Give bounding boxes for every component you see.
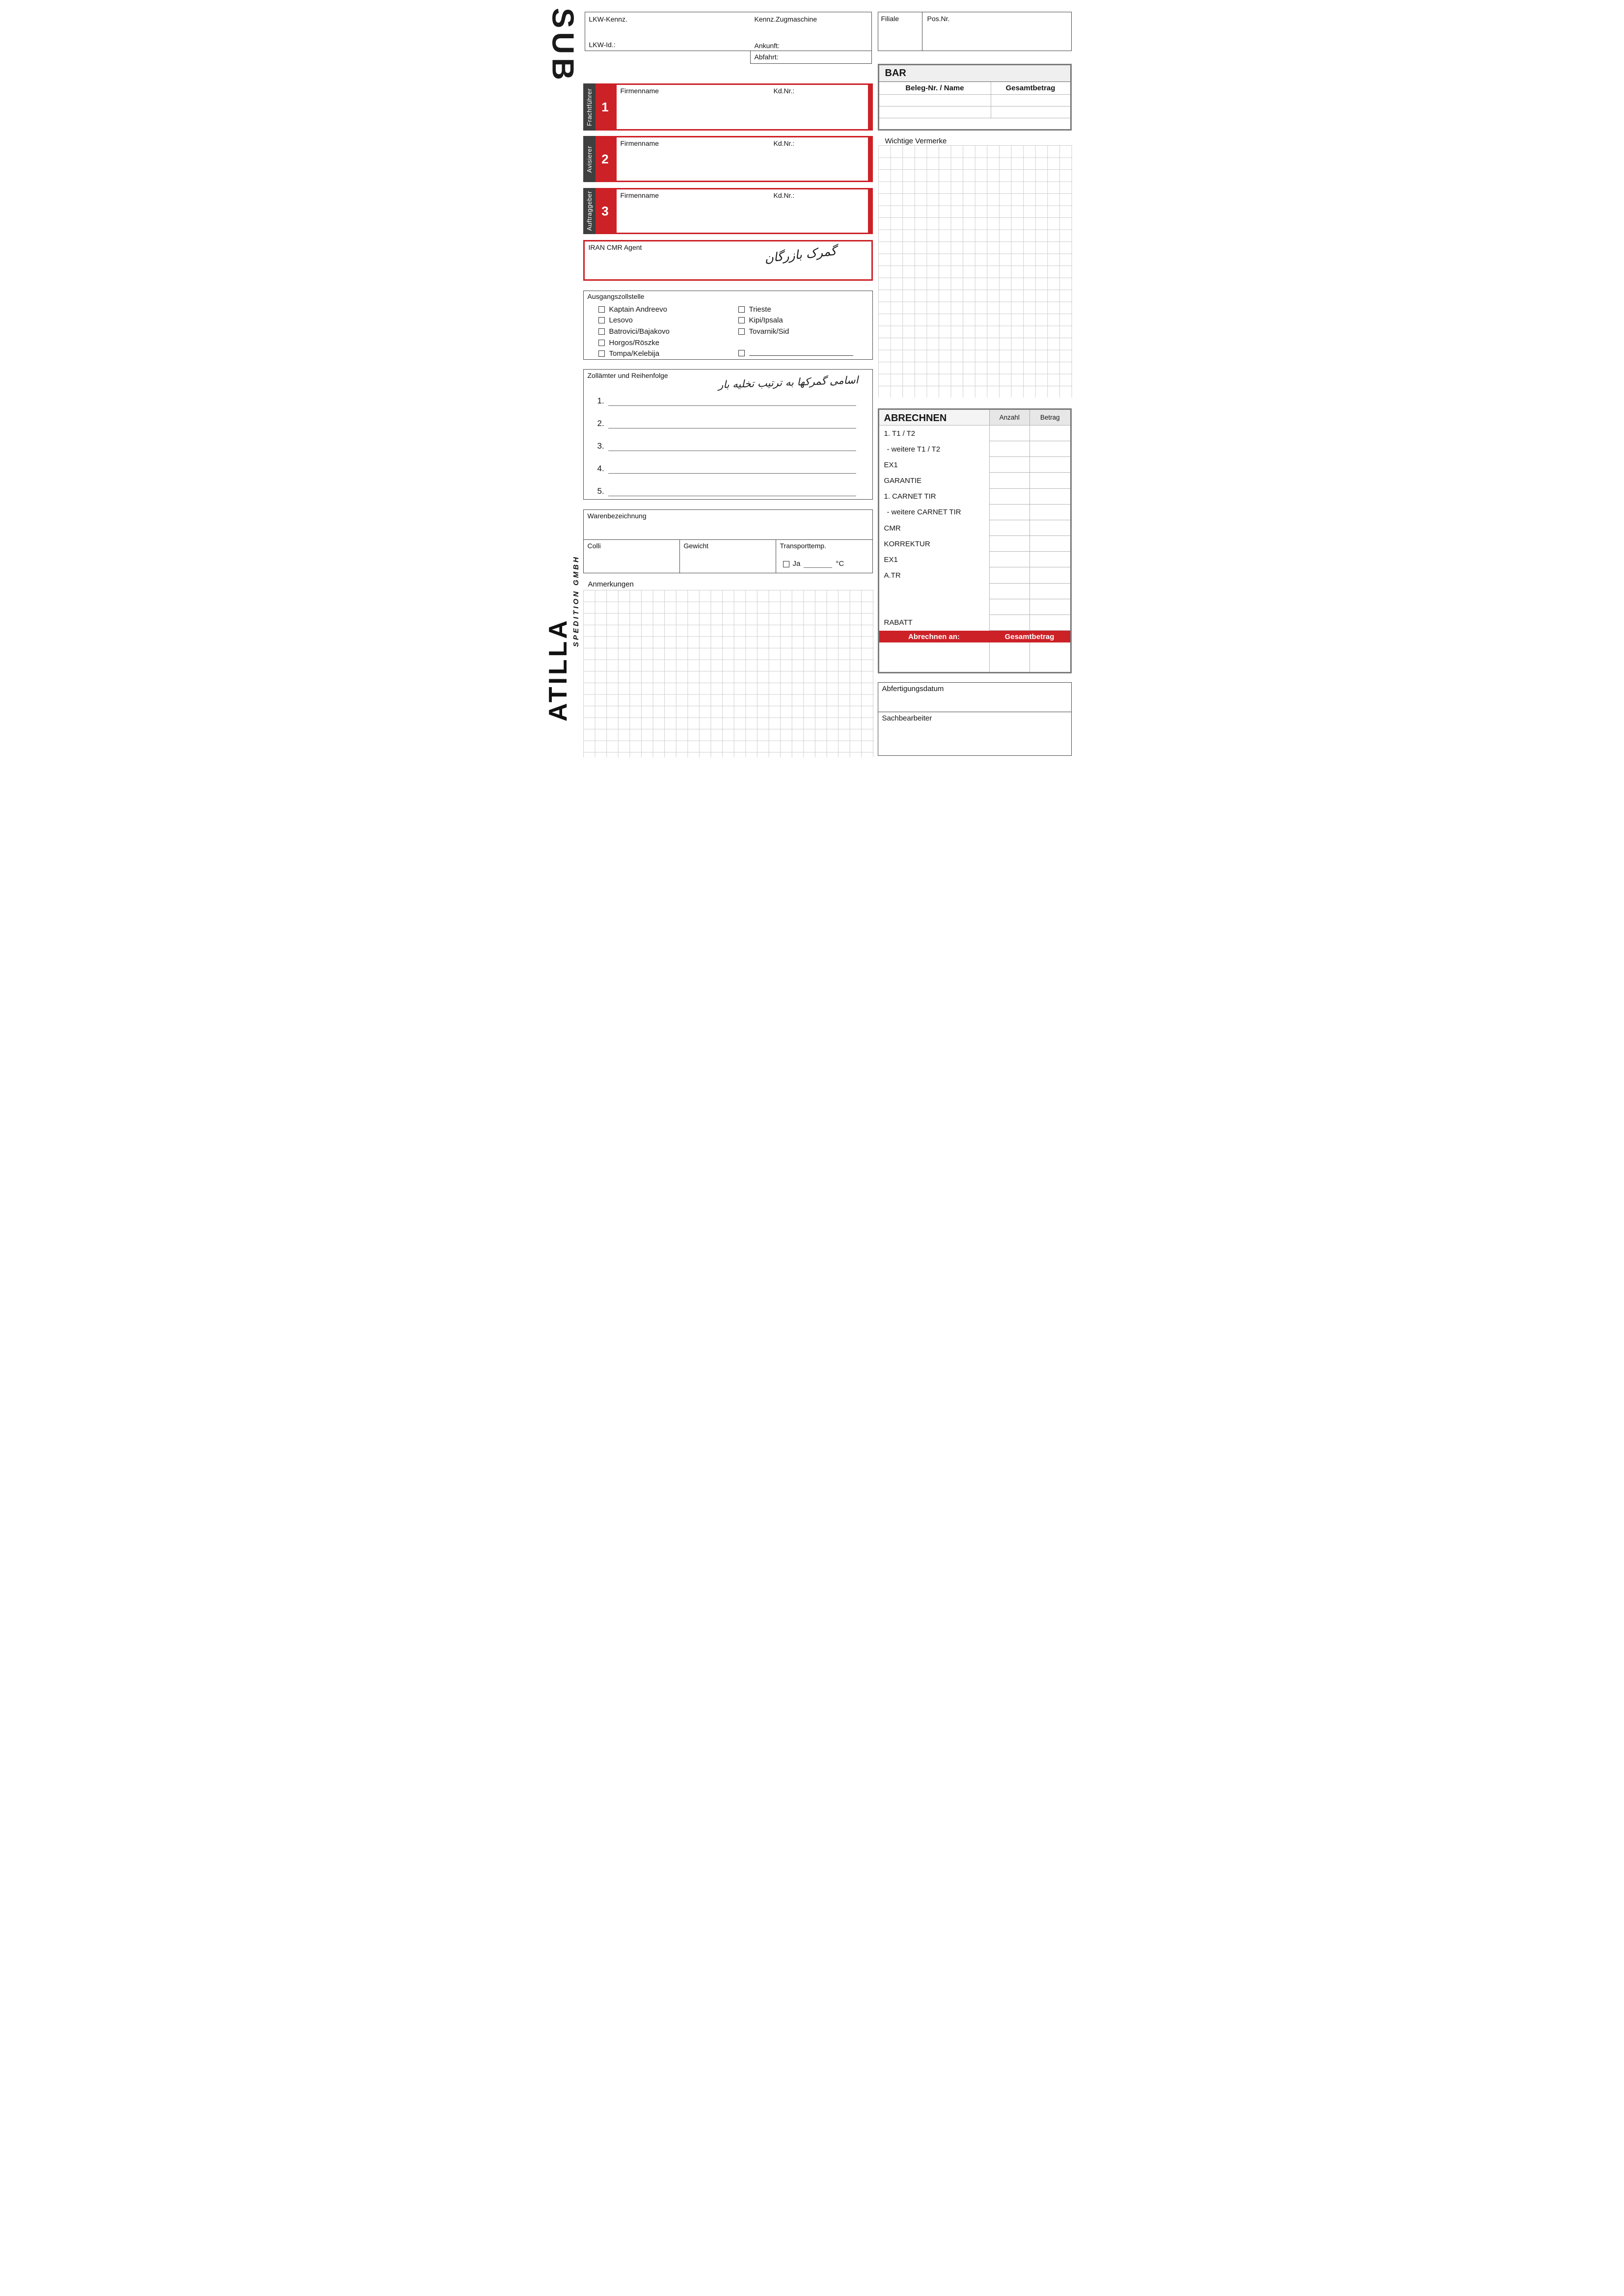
- checkbox[interactable]: [598, 306, 605, 313]
- betrag-cell[interactable]: [1029, 536, 1070, 552]
- bar-amount-cell[interactable]: [991, 107, 1070, 118]
- abfertigungsdatum-label: Abfertigungsdatum: [882, 685, 944, 693]
- checkbox-label: Tovarnik/Sid: [749, 327, 789, 336]
- vermerke-grid[interactable]: [878, 145, 1072, 398]
- party-section-frachtfuehrer: [583, 83, 873, 131]
- anzahl-cell[interactable]: [989, 457, 1030, 473]
- form-page: [541, 0, 1083, 766]
- anzahl-cell[interactable]: [989, 520, 1030, 536]
- temperature-line: [783, 560, 844, 568]
- ankunft-label: Ankunft:: [754, 42, 780, 50]
- betrag-cell[interactable]: [1029, 441, 1070, 457]
- checkbox-label: Kaptain Andreevo: [609, 305, 667, 314]
- abrechnen-header: [879, 410, 1070, 426]
- role-label: Avisierer: [585, 145, 593, 173]
- warenbezeichnung-field[interactable]: [583, 509, 873, 540]
- sachbearbeiter-field[interactable]: [878, 712, 1072, 756]
- anzahl-cell[interactable]: [989, 615, 1030, 631]
- posnr-field[interactable]: [922, 12, 1071, 51]
- fill-line[interactable]: [608, 395, 856, 406]
- anzahl-cell[interactable]: [989, 536, 1030, 552]
- abfahrt-box[interactable]: [750, 51, 872, 64]
- betrag-cell[interactable]: [1029, 505, 1070, 520]
- fill-line[interactable]: [608, 463, 856, 474]
- abfertigungsdatum-field[interactable]: [878, 682, 1072, 712]
- abrechnen-row-label: 1. CARNET TIR: [884, 492, 936, 501]
- bar-row: [879, 107, 1070, 118]
- abrechnen-rows: [879, 426, 1070, 631]
- customs-order-line: [597, 485, 856, 496]
- anzahl-cell[interactable]: [989, 426, 1030, 441]
- abrechnen-row-label: - weitere T1 / T2: [887, 445, 941, 454]
- zollaemter-box: [583, 369, 873, 500]
- firmenname-label: Firmenname: [620, 191, 659, 199]
- celsius-label: °C: [836, 560, 844, 568]
- customs-order-line: [597, 463, 856, 474]
- line-number: 5.: [597, 486, 604, 496]
- abrechnen-footer-row: [879, 642, 1070, 672]
- abrechnen-row: [879, 536, 1070, 552]
- abrechnen-row: [879, 567, 1070, 583]
- checkbox-label: Horgos/Röszke: [609, 338, 660, 347]
- line-number: 1.: [597, 396, 604, 405]
- role-label: Auftraggeber: [585, 191, 593, 231]
- party-section-avisierer: [583, 136, 873, 182]
- abrechnen-row: [879, 441, 1070, 457]
- anmerkungen-label: Anmerkungen: [588, 580, 634, 588]
- role-label: Frachtführer: [585, 88, 593, 126]
- line-number: 4.: [597, 464, 604, 473]
- anzahl-cell[interactable]: [989, 489, 1030, 505]
- party-content-field[interactable]: [615, 83, 873, 131]
- betrag-cell[interactable]: [1029, 473, 1070, 488]
- line-number: 3.: [597, 441, 604, 451]
- abrechnen-row: [879, 505, 1070, 520]
- bar-name-cell[interactable]: [879, 95, 991, 106]
- abrechnen-row: [879, 426, 1070, 441]
- bar-title: BAR: [885, 68, 906, 79]
- abrechnen-row-label: [879, 599, 989, 615]
- betrag-cell[interactable]: [1029, 520, 1070, 536]
- firmenname-label: Firmenname: [620, 139, 659, 147]
- custom-exit-fill-line[interactable]: [749, 350, 853, 356]
- checkbox[interactable]: [738, 306, 745, 313]
- kennz-zugmaschine-label: Kennz.Zugmaschine: [754, 15, 817, 23]
- checkbox-label: Lesovo: [609, 316, 633, 325]
- kdnr-label: Kd.Nr.:: [773, 191, 795, 199]
- party-number: 1: [595, 83, 615, 131]
- checkbox[interactable]: [738, 317, 745, 323]
- betrag-cell[interactable]: [1029, 584, 1070, 599]
- checkbox[interactable]: [598, 317, 605, 323]
- role-strip: [583, 83, 595, 131]
- abrechnen-row-label: EX1: [884, 555, 898, 564]
- betrag-cell[interactable]: [1029, 457, 1070, 473]
- abrechnen-row-label: RABATT: [884, 618, 913, 627]
- abrechnen-row: [879, 584, 1070, 599]
- betrag-cell[interactable]: [1029, 489, 1070, 505]
- bar-title-row: [879, 65, 1070, 82]
- abrechnen-row-label: EX1: [884, 460, 898, 469]
- ja-checkbox[interactable]: [783, 561, 789, 567]
- anzahl-cell[interactable]: [989, 441, 1030, 457]
- abrechnen-row: [879, 457, 1070, 473]
- zollaemter-title: Zollämter und Reihenfolge: [587, 372, 668, 379]
- bar-name-cell[interactable]: [879, 107, 991, 118]
- abrechnen-an-field[interactable]: [879, 642, 989, 672]
- filiale-field[interactable]: [878, 12, 922, 51]
- fill-line[interactable]: [608, 418, 856, 428]
- bar-col-amount-header: Gesamtbetrag: [1005, 84, 1056, 92]
- iran-handwriting: گمرک بازرگان: [764, 243, 838, 266]
- betrag-cell[interactable]: [1029, 599, 1070, 615]
- posnr-label: Pos.Nr.: [927, 15, 950, 23]
- ausgangszollstelle-title: Ausgangszollstelle: [587, 293, 645, 300]
- bar-box: [878, 64, 1072, 131]
- truck-info-box[interactable]: [585, 12, 872, 51]
- checkbox-label: Batrovici/Bajakovo: [609, 327, 670, 336]
- fill-line[interactable]: [608, 440, 856, 451]
- abrechnen-row-label: [879, 584, 989, 599]
- colli-field[interactable]: [584, 540, 680, 573]
- customs-order-line: [597, 418, 856, 428]
- abrechnen-row: [879, 489, 1070, 505]
- measures-row: [583, 540, 873, 573]
- abrechnen-row: [879, 599, 1070, 615]
- abrechnen-row: [879, 473, 1070, 488]
- iran-cmr-agent-field[interactable]: [583, 240, 873, 281]
- zollaemter-handwriting: اسامی گمرکها به ترتیب تخلیه بار: [718, 374, 859, 391]
- checkbox[interactable]: [738, 328, 745, 335]
- bar-row: [879, 95, 1070, 107]
- party-content-field[interactable]: [615, 136, 873, 182]
- transporttemp-field[interactable]: [776, 540, 872, 573]
- gewicht-field[interactable]: [680, 540, 776, 573]
- betrag-cell[interactable]: [1029, 426, 1070, 441]
- office-box: [878, 12, 1072, 51]
- checkbox[interactable]: [598, 340, 605, 346]
- abrechnen-row: [879, 552, 1070, 567]
- customs-order-line: [597, 440, 856, 451]
- checkbox-label: Kipi/Ipsala: [749, 316, 783, 325]
- kdnr-label: Kd.Nr.:: [773, 87, 795, 95]
- role-strip: [583, 188, 595, 234]
- warenbezeichnung-label: Warenbezeichnung: [587, 512, 647, 520]
- checkbox-option: [598, 326, 670, 337]
- abrechnen-footer-bar: [879, 631, 1070, 642]
- abrechnen-row: [879, 520, 1070, 536]
- anzahl-cell[interactable]: [989, 552, 1030, 567]
- bar-amount-cell[interactable]: [991, 95, 1070, 106]
- checkbox-option: [738, 326, 853, 337]
- abrechnen-row-label: - weitere CARNET TIR: [887, 508, 961, 517]
- checkbox-option: [598, 304, 670, 315]
- gewicht-label: Gewicht: [683, 542, 709, 550]
- fill-line[interactable]: [608, 485, 856, 496]
- betrag-cell[interactable]: [1029, 642, 1070, 672]
- betrag-cell[interactable]: [1029, 615, 1070, 631]
- spedition-gmbh-logo: SPEDITION GMBH: [571, 555, 580, 647]
- checkbox-label: Tompa/Kelebija: [609, 349, 660, 358]
- abrechnen-box: [878, 408, 1072, 673]
- gesamtbetrag-label: Gesamtbetrag: [1004, 632, 1055, 641]
- ausgangszollstelle-box: [583, 291, 873, 360]
- betrag-cell[interactable]: [1029, 567, 1070, 583]
- checkbox-option: [738, 304, 853, 315]
- ja-label: Ja: [792, 560, 801, 568]
- temperature-fill-line[interactable]: [804, 561, 832, 568]
- checkbox-option: [598, 348, 670, 359]
- checkbox-option: [598, 337, 670, 348]
- abrechnen-an-label: Abrechnen an:: [908, 632, 960, 641]
- transporttemp-label: Transporttemp.: [780, 542, 826, 550]
- abrechnen-row-label: GARANTIE: [884, 477, 922, 485]
- filiale-label: Filiale: [881, 15, 899, 23]
- checkbox-option: [738, 315, 853, 326]
- anzahl-column-header: Anzahl: [989, 410, 1030, 425]
- vermerke-label: Wichtige Vermerke: [885, 137, 947, 145]
- checkbox[interactable]: [598, 328, 605, 335]
- party-number: 3: [595, 188, 615, 234]
- party-number: 2: [595, 136, 615, 182]
- party-section-auftraggeber: [583, 188, 873, 234]
- checkbox-option-other: [738, 347, 853, 359]
- abrechnen-row: [879, 615, 1070, 631]
- lkw-id-label: LKW-Id.:: [589, 41, 616, 49]
- anzahl-cell[interactable]: [989, 584, 1030, 599]
- anzahl-cell[interactable]: [989, 473, 1030, 488]
- anzahl-cell[interactable]: [989, 567, 1030, 583]
- abrechnen-row-label: A.TR: [884, 571, 901, 580]
- abrechnen-row-label: 1. T1 / T2: [884, 429, 916, 438]
- line-number: 2.: [597, 419, 604, 428]
- firmenname-label: Firmenname: [620, 87, 659, 95]
- betrag-cell[interactable]: [1029, 552, 1070, 567]
- party-content-field[interactable]: [615, 188, 873, 234]
- customs-order-line: [597, 395, 856, 406]
- anzahl-cell[interactable]: [989, 599, 1030, 615]
- betrag-column-header: Betrag: [1029, 410, 1070, 425]
- abfahrt-label: Abfahrt:: [754, 53, 779, 61]
- exit-customs-column-2: [738, 304, 853, 358]
- abrechnen-row-label: CMR: [884, 524, 901, 533]
- checkbox[interactable]: [738, 350, 745, 356]
- anzahl-cell[interactable]: [989, 642, 1030, 672]
- abrechnen-row-label: KORREKTUR: [884, 539, 930, 548]
- bar-col-name-header: Beleg-Nr. / Name: [879, 82, 991, 94]
- abrechnen-title: ABRECHNEN: [884, 413, 947, 424]
- sub-logo: SUB: [545, 8, 580, 84]
- checkbox-option: [598, 315, 670, 326]
- iran-cmr-agent-label: IRAN CMR Agent: [588, 243, 642, 251]
- role-strip: [583, 136, 595, 182]
- bar-table-header: [879, 82, 1070, 95]
- kdnr-label: Kd.Nr.:: [773, 139, 795, 147]
- exit-customs-column-1: [598, 304, 670, 359]
- anzahl-cell[interactable]: [989, 505, 1030, 520]
- anmerkungen-grid[interactable]: [583, 590, 874, 757]
- checkbox[interactable]: [598, 350, 605, 357]
- checkbox-label: Trieste: [749, 305, 771, 314]
- sachbearbeiter-label: Sachbearbeiter: [882, 714, 932, 722]
- atilla-logo: ATILLA: [543, 618, 572, 721]
- colli-label: Colli: [587, 542, 601, 550]
- lkw-kennz-label: LKW-Kennz.: [589, 15, 627, 23]
